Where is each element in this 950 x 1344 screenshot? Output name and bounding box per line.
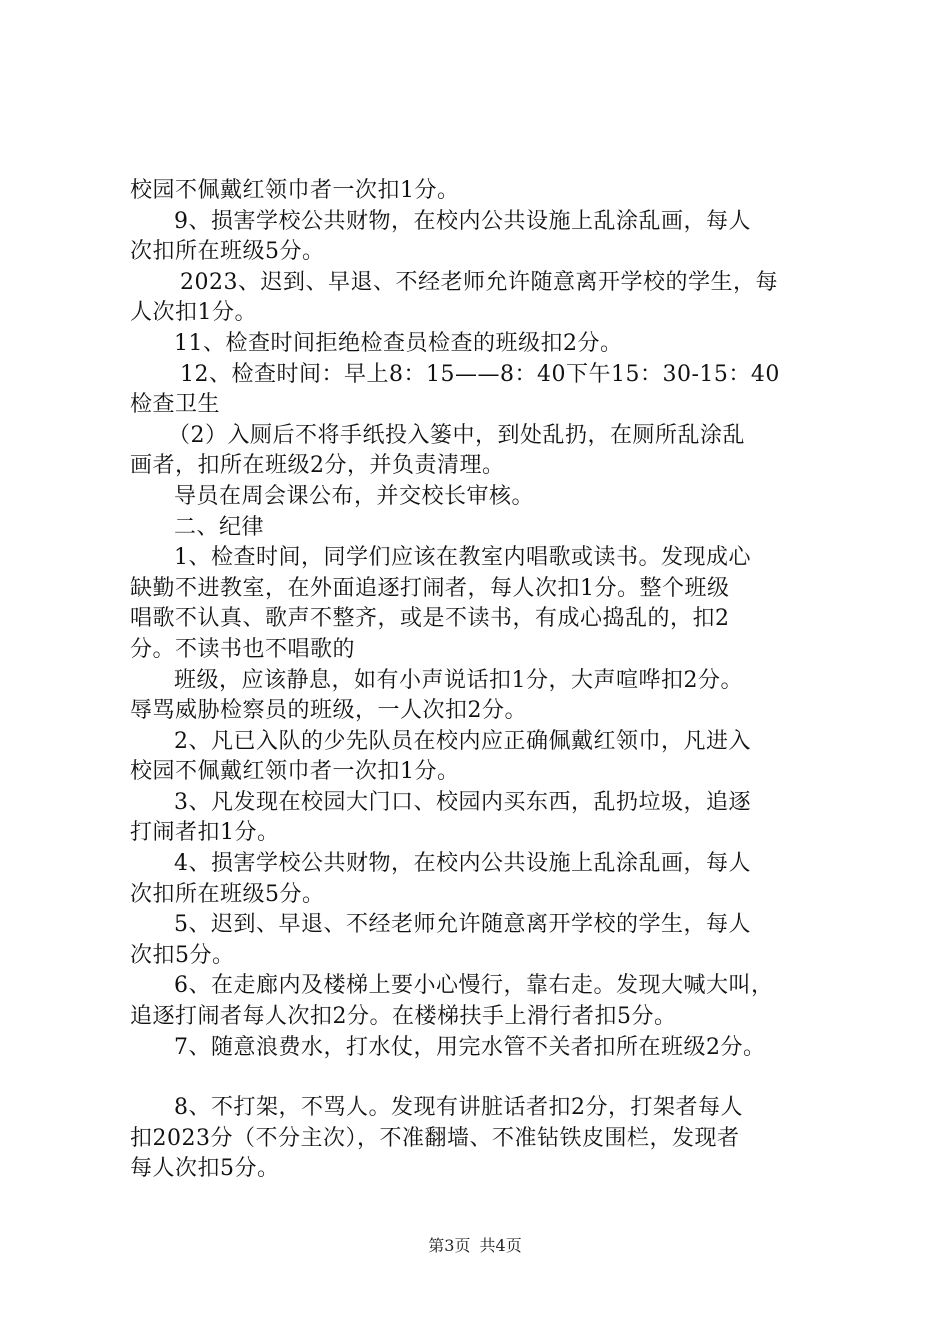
text-line: 6、在走廊内及楼梯上要小心慢行，靠右走。发现大喊大叫， (174, 973, 774, 999)
page-footer (0, 1236, 950, 1256)
text-line: 每人次扣5分。 (130, 1156, 280, 1182)
text-line: 1、检查时间，同学们应该在教室内唱歌或读书。发现成心 (174, 545, 751, 571)
page-total: 共4页 (479, 1236, 522, 1255)
text-line: 2023、迟到、早退、不经老师允许随意离开学校的学生，每 (180, 269, 778, 295)
text-line: 导员在周会课公布，并交校长审核。 (174, 483, 535, 509)
paragraph-gap (130, 1063, 850, 1093)
text-line: 唱歌不认真、歌声不整齐，或是不读书，有成心捣乱的，扣2 (130, 606, 730, 632)
text-line: 2、凡已入队的少先队员在校内应正确佩戴红领巾，凡进入 (174, 728, 751, 754)
text-line: 分。不读书也不唱歌的 (130, 636, 356, 662)
text-line: 11、检查时间拒绝检查员检查的班级扣2分。 (174, 330, 623, 356)
text-line: 8、不打架，不骂人。发现有讲脏话者扣2分，打架者每人 (174, 1095, 743, 1121)
text-line: 缺勤不进教室，在外面追逐打闹者，每人次扣1分。整个班级 (130, 575, 730, 601)
text-line: 打闹者扣1分。 (130, 820, 280, 846)
text-line: 5、迟到、早退、不经老师允许随意离开学校的学生，每人 (174, 912, 751, 938)
text-line: 12、检查时间：早上8：15——8：40下午15：30-15：40 (180, 361, 780, 387)
text-line: 次扣所在班级5分。 (130, 881, 325, 907)
text-line: 画者，扣所在班级2分，并负责清理。 (130, 453, 505, 479)
text-line: 班级，应该静息，如有小声说话扣1分，大声喧哗扣2分。 (174, 667, 743, 693)
text-line: 校园不佩戴红领巾者一次扣1分。 (130, 178, 460, 203)
section-heading: 二、纪律 (174, 514, 265, 540)
text-line: 4、损害学校公共财物，在校内公共设施上乱涂乱画，每人 (174, 851, 751, 877)
text-line: 7、随意浪费水，打水仗，用完水管不关者扣所在班级2分。 (174, 1034, 766, 1060)
document-body (130, 176, 850, 1185)
text-line: 次扣所在班级5分。 (130, 239, 325, 265)
text-line: 人次扣1分。 (130, 300, 257, 326)
text-line: 追逐打闹者每人次扣2分。在楼梯扶手上滑行者扣5分。 (130, 1004, 677, 1030)
text-line: （2）入厕后不将手纸投入篓中，到处乱扔，在厕所乱涂乱 (168, 422, 745, 448)
text-line: 辱骂威胁检察员的班级，一人次扣2分。 (130, 698, 527, 724)
page-number: 第3页 (428, 1236, 471, 1255)
text-line: 3、凡发现在校园大门口、校园内买东西，乱扔垃圾，追逐 (174, 789, 751, 815)
text-line: 扣2023分（不分主次），不准翻墙、不准钻铁皮围栏，发现者 (130, 1125, 740, 1151)
text-line: 9、损害学校公共财物，在校内公共设施上乱涂乱画，每人 (174, 208, 751, 234)
text-line: 次扣5分。 (130, 942, 235, 968)
text-line: 检查卫生 (130, 392, 221, 418)
text-line: 校园不佩戴红领巾者一次扣1分。 (130, 759, 460, 785)
